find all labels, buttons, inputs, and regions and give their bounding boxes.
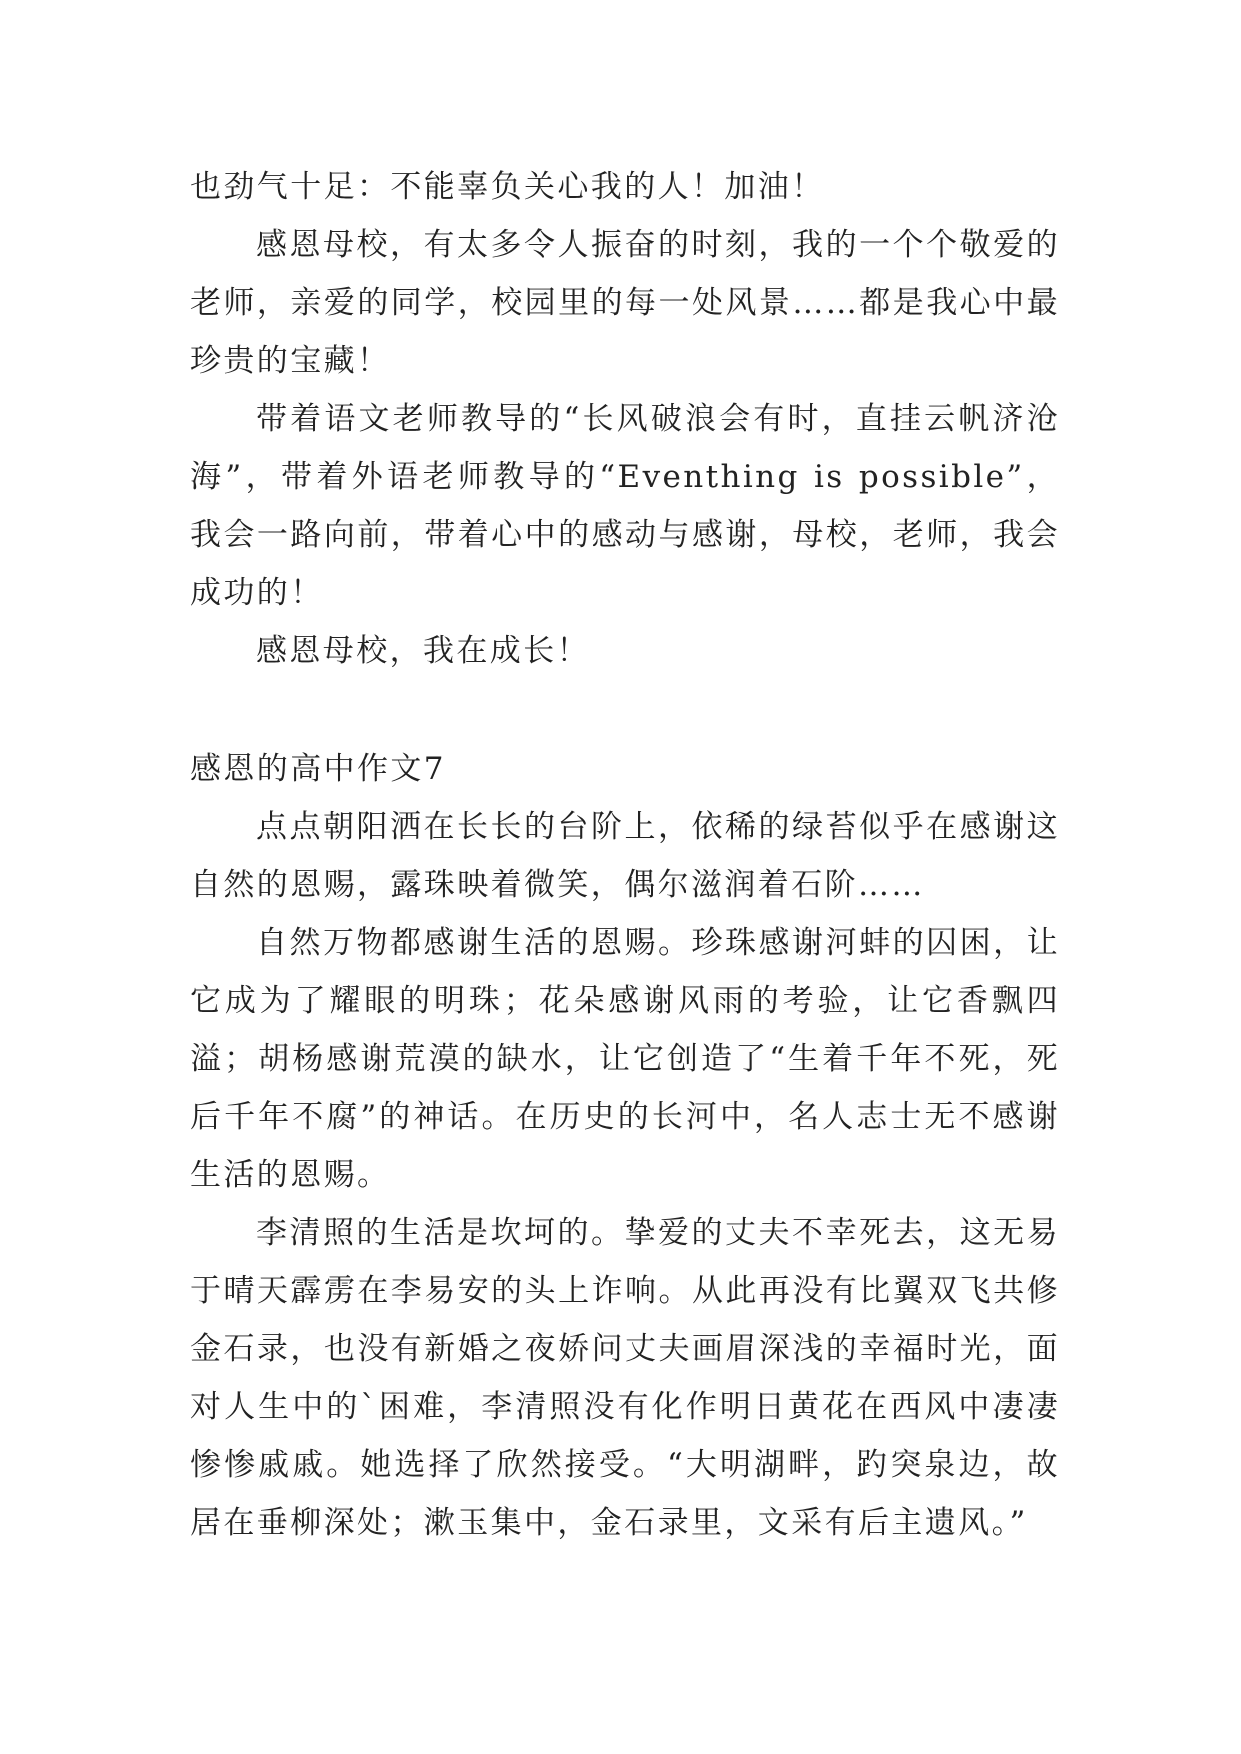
paragraph-growing: 感恩母校，我在成长！ bbox=[256, 633, 590, 669]
essay-part-2 bbox=[190, 740, 1060, 1552]
paragraph-morning-sun: 点点朝阳洒在长长的台阶上，依稀的绿苔似乎在感谢这自然的恩赐，露珠映着微笑，偶尔滋润着石阶…… bbox=[190, 809, 1060, 903]
paragraph-gratitude-school: 感恩母校，有太多令人振奋的时刻，我的一个个敬爱的老师，亲爱的同学，校园里的每一处风景……都是我心中最珍贵的宝藏！ bbox=[190, 227, 1060, 379]
paragraph-teachers-quotes: 带着语文老师教导的“长风破浪会有时，直挂云帆济沧海”，带着外语老师教导的“Eventhing is possible”，我会一路向前，带着心中的感动与感谢，母校，老师，我会成功的！ bbox=[190, 401, 1060, 611]
paragraph-nature-gratitude: 自然万物都感谢生活的恩赐。珍珠感谢河蚌的囚困，让它成为了耀眼的明珠；花朵感谢风雨的考验，让它香飘四溢；胡杨感谢荒漠的缺水，让它创造了“生着千年不死，死后千年不腐”的神话。在历史的长河中，名人志士无不感谢生活的恩赐。 bbox=[190, 925, 1060, 1193]
essay-part-1 bbox=[190, 158, 1060, 680]
paragraph-continuation: 也劲气十足：不能辜负关心我的人！加油！ bbox=[190, 169, 825, 205]
paragraph-li-qingzhao: 李清照的生活是坎坷的。挚爱的丈夫不幸死去，这无易于晴天霹雳在李易安的头上诈响。从此再没有比翼双飞共修金石录，也没有新婚之夜娇问丈夫画眉深浅的幸福时光，面对人生中的`困难，李清照没有化作明日黄花在西风中凄凄惨惨戚戚。她选择了欣然接受。“大明湖畔，趵突泉边，故居在垂柳深处；漱玉集中，金石录里，文采有后主遗风。” bbox=[190, 1215, 1060, 1541]
section-title: 感恩的高中作文7 bbox=[190, 751, 446, 787]
